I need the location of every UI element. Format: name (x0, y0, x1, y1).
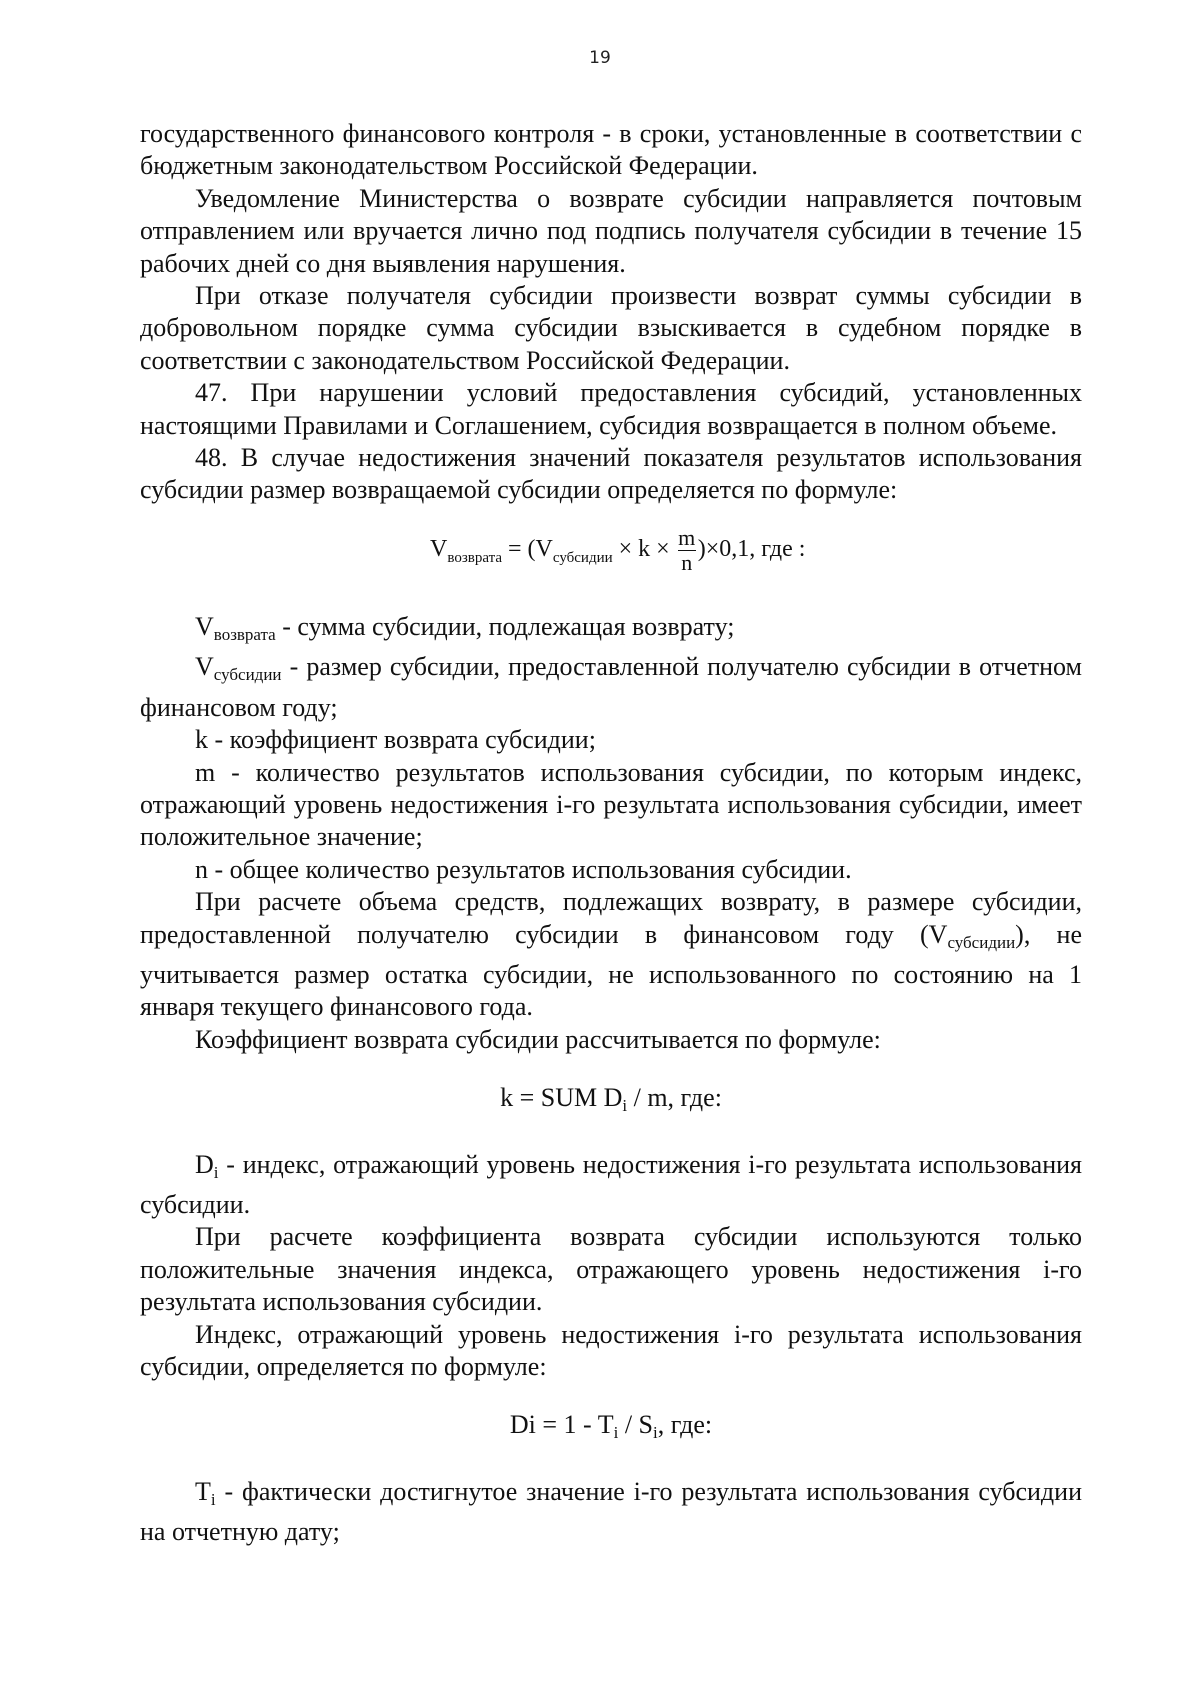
paragraph-index-intro: Индекс, отражающий уровень недостижения i-го результата использования субсидии, определяется по формуле: (140, 1319, 1082, 1381)
definition-k: k - коэффициент возврата субсидии; (195, 725, 596, 755)
formula-v-symbol: V (430, 535, 448, 562)
formula-coefficient: k = SUM Di / m, где: (500, 1083, 722, 1116)
paragraph-coefficient-intro: Коэффициент возврата субсидии рассчитывается по формуле: (195, 1024, 881, 1054)
paragraph-48: 48. В случае недостижения значений показателя результатов использования субсидии размер возвращаемой субсидии определяется по формуле: (140, 443, 1082, 505)
paragraph-2: Уведомление Министерства о возврате субсидии направляется почтовым отправлением или вручается лично под подпись получателя субсидии в течение 15 рабочих дней со дня выявления нарушения. (140, 183, 1082, 278)
paragraph-positive-values: При расчете коэффициента возврата субсидии используются только положительные значения индекса, отражающего уровень недостижения i-го результата использования субсидии. (140, 1222, 1082, 1317)
formula-denominator: n (681, 549, 693, 575)
formula-mult-k: × k × (612, 535, 676, 562)
formula-fraction (678, 524, 696, 575)
paragraph-calculation: При расчете объема средств, подлежащих возврату, в размере субсидии, предоставленной получателю субсидии в финансовом году (Vсубсидии), не учитывается размер остатка субсидии, не использованного по состоянию на 1 января текущего финансового года. (140, 887, 1082, 1022)
document-body (140, 118, 1082, 1549)
formula-eq-open: = (V (502, 535, 553, 562)
formula-tail: )×0,1, где : (697, 535, 806, 562)
definition-v-subsidy: Vсубсидии - размер субсидии, предоставленной получателю субсидии в отчетном финансовом году; (140, 652, 1082, 722)
formula-inner-subscript: субсидии (552, 549, 613, 566)
definition-n: n - общее количество результатов использования субсидии. (195, 854, 852, 884)
formula-return-amount (140, 521, 1082, 583)
formula-v-subscript: возврата (447, 549, 502, 566)
paragraph-1: государственного финансового контроля - в сроки, установленные в соответствии с бюджетным законодательством Российской Федерации. (140, 119, 1082, 181)
paragraph-3: При отказе получателя субсидии произвести возврат суммы субсидии в добровольном порядке сумма субсидии взыскивается в судебном порядке в соответствии с законодательством Российской Федерации. (140, 281, 1082, 375)
formula-numerator: m (678, 524, 696, 550)
page-number: 19 (589, 48, 611, 68)
definition-d: Di - индекс, отражающий уровень недостижения i-го результата использования субсидии. (140, 1149, 1082, 1219)
paragraph-47: 47. При нарушении условий предоставления субсидий, установленных настоящими Правилами и Соглашением, субсидия возвращается в полном объеме. (140, 378, 1082, 440)
formula-index: Di = 1 - Ti / Si, где: (509, 1410, 713, 1443)
definition-t: Ti - фактически достигнутое значение i-го результата использования субсидии на отчетную дату; (140, 1476, 1082, 1547)
definition-m: m - количество результатов использования субсидии, по которым индекс, отражающий уровень недостижения i-го результата использования субсидии, имеет положительное значение; (140, 757, 1082, 852)
definition-v-return: Vвозврата - сумма субсидии, подлежащая возврату; (195, 611, 735, 644)
formula-return-amount-expression (430, 524, 806, 575)
